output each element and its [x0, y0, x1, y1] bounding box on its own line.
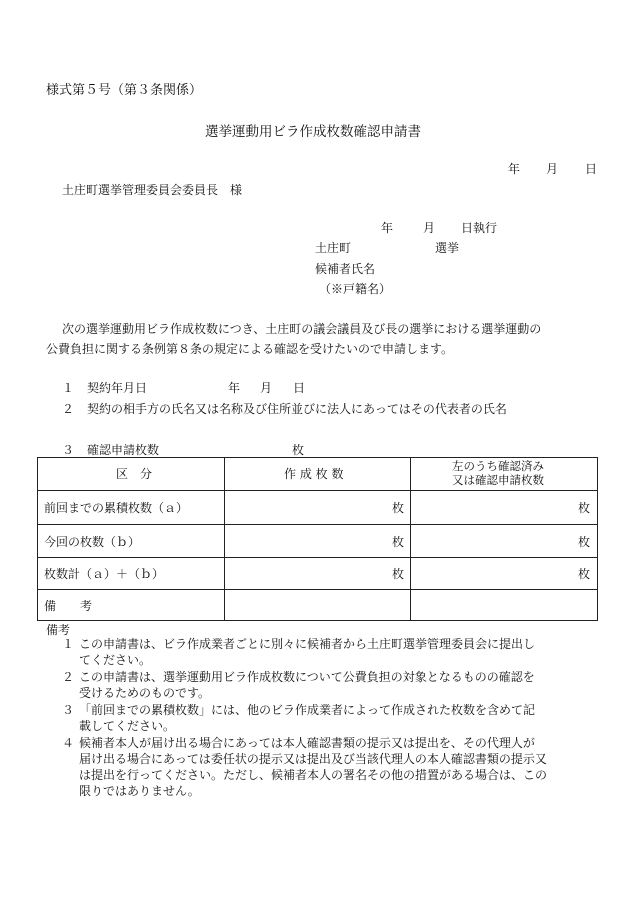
item-2-label: 契約の相手方の氏名又は名称及び住所並びに法人にあってはその代表者の氏名 — [87, 402, 507, 416]
election-town: 土庄町 — [315, 241, 352, 255]
item-2-number: ２ — [62, 402, 75, 416]
table-row-label: 枚数計（ａ）＋（ｂ） — [44, 567, 165, 581]
table-row-label: 備 考 — [44, 599, 93, 613]
note-1-line-2: てください。 — [79, 653, 152, 667]
item-3-number: ３ — [62, 443, 75, 457]
submission-day: 日 — [585, 162, 598, 176]
table-row-divider — [38, 490, 597, 491]
election-month: 月 — [423, 221, 436, 235]
item-3-label: 確認申請枚数 — [87, 443, 160, 457]
item-1-number: １ — [62, 381, 75, 395]
note-4-number: ４ — [62, 736, 75, 750]
item-1-day: 日 — [293, 381, 306, 395]
table-row-divider — [38, 589, 597, 590]
note-4-line-4: 限りではありません。 — [79, 784, 200, 798]
candidate-name-label: 候補者氏名 — [315, 262, 376, 276]
note-4-line-3: は提出を行ってください。ただし、候補者本人の署名その他の措置がある場合は、この — [79, 768, 548, 782]
table-header-confirmed-line-1: 左のうち確認済み — [452, 459, 544, 473]
submission-month: 月 — [546, 162, 559, 176]
table-row-divider — [38, 557, 597, 558]
table-row-divider — [38, 524, 597, 525]
election-label: 選挙 — [435, 241, 460, 255]
item-1-label: 契約年月日 — [87, 381, 148, 395]
election-day: 日執行 — [461, 221, 498, 235]
item-1-year: 年 — [228, 381, 241, 395]
body-text-line-1: 次の選挙運動用ビラ作成枚数につき、土庄町の議会議員及び長の選挙における選挙運動の — [62, 322, 542, 336]
table-header-category: 区 分 — [116, 467, 153, 481]
addressee: 土庄町選挙管理委員会委員長 様 — [62, 183, 243, 197]
note-4-line-1: 候補者本人が届け出る場合にあっては本人確認書類の提示又は提出を、その代理人が — [79, 736, 535, 750]
table-row-unit: 枚 — [578, 535, 591, 549]
table-row-unit: 枚 — [392, 535, 405, 549]
table-row-unit: 枚 — [392, 501, 405, 515]
item-3-unit: 枚 — [292, 443, 305, 457]
note-3-number: ３ — [62, 703, 75, 717]
note-2-line-2: 受けるためのものです。 — [79, 686, 211, 700]
note-3-line-1: 「前回までの累積枚数」には、他のビラ作成業者によって作成された枚数を含めて記 — [79, 703, 536, 717]
table-column-divider — [410, 458, 411, 620]
note-3-line-2: 載してください。 — [79, 719, 176, 733]
sheet-count-table — [37, 457, 598, 621]
table-row-label: 前回までの累積枚数（ａ） — [44, 501, 189, 515]
note-4-line-2: 届け出る場合にあっては委任状の提示又は提出及び当該代理人の本人確認書類の提示又 — [79, 752, 547, 766]
note-2-number: ２ — [62, 670, 75, 684]
item-1-month: 月 — [260, 381, 273, 395]
table-row-unit: 枚 — [578, 501, 591, 515]
note-2-line-1: この申請書は、選挙運動用ビラ作成枚数について公費負担の対象となるものの確認を — [79, 670, 535, 684]
page-title: 選挙運動用ビラ作成枚数確認申請書 — [205, 124, 421, 140]
table-column-divider — [224, 458, 225, 620]
notes-heading: 備考 — [46, 623, 71, 637]
table-header-confirmed-line-2: 又は確認申請枚数 — [452, 473, 544, 487]
note-1-line-1: この申請書は、ビラ作成業者ごとに別々に候補者から土庄町選挙管理委員会に提出し — [79, 637, 536, 651]
form-number: 様式第５号（第３条関係） — [46, 83, 203, 98]
table-row-label: 今回の枚数（ｂ） — [44, 535, 141, 549]
table-row-unit: 枚 — [578, 567, 591, 581]
election-year: 年 — [381, 221, 394, 235]
submission-year: 年 — [508, 162, 521, 176]
table-header-created: 作 成 枚 数 — [284, 467, 344, 481]
note-1-number: １ — [62, 637, 75, 651]
body-text-line-2: 公費負担に関する条例第８条の規定による確認を受けたいので申請します。 — [46, 342, 454, 356]
family-register-note: （※戸籍名） — [319, 282, 392, 296]
table-row-unit: 枚 — [392, 567, 405, 581]
